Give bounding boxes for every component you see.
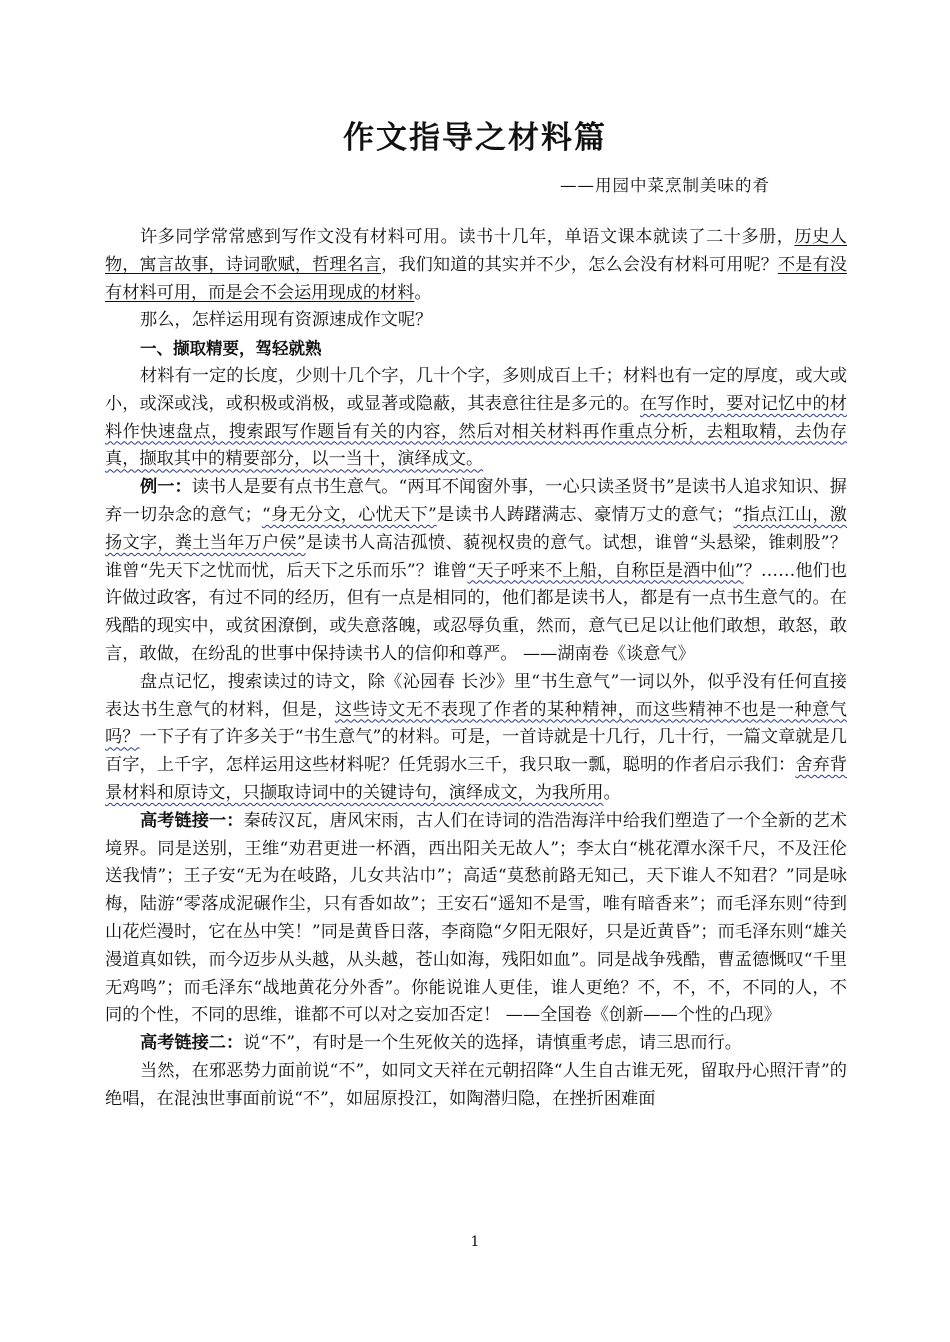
example-label: 例一： [140,477,192,498]
paragraph-exam-link-1: 高考链接一：秦砖汉瓦，唐风宋雨，古人们在诗词的浩浩海洋中给我们塑造了一个全新的艺术境界。同是送别，王维“劝君更进一杯酒，西出阳关无故人”；李太白“桃花潭水深千尺，不及汪伦送我情”；王子安“无为在岐路，儿女共沾巾”；高适“莫愁前路无知己，天下谁人不知君？”同是咏梅，陆游“零落成泥碾作尘，只有香如故”；王安石“遥知不是雪，唯有暗香来”；而毛泽东则“待到山花烂漫时，它在丛中笑！”同是黄昏日落，李商隐“夕阳无限好，只是近黄昏”；而毛泽东则“雄关漫道真如铁，而今迈步从头越，从头越，苍山如海，残阳如血”。同是战争残酷，曹孟德慨叹“千里无鸡鸣”；而毛泽东“战地黄花分外香”。你能说谁人更佳，谁人更绝？不，不，不，不同的人，不同的个性，不同的思维，谁都不可以对之妄加否定！ ——全国卷《创新——个性的凸现》 [105,810,848,1026]
paragraph-analysis: 盘点记忆，搜索读过的诗文，除《沁园春 长沙》里“书生意气”一词以外，似乎没有任何直接表达书生意气的材料，但是，这些诗文无不表现了作者的某种精神，而这些精神不也是一种意气吗？一下子有了许多关于“书生意气”的材料。可是，一首诗就是十几行，几十行，一篇文章就是几百字，上千字，怎样运用这些材料呢？任凭弱水三千，我只取一瓢，聪明的作者启示我们：舍弃背景材料和原诗文，只撷取诗词中的关键诗句，演绎成文，为我所用。 [105,671,847,803]
section-heading-1: 一、撷取精要，驾轻就熟 [140,339,322,359]
exam-link-label: 高考链接二： [140,1033,244,1054]
paragraph-exam-link-2: 高考链接二：说“不”，有时是一个生死攸关的选择，请慎重考虑，请三思而行。 [140,1033,742,1054]
document-body [105,224,847,1114]
page-number: 1 [470,1234,480,1250]
page-subtitle: ——用园中菜烹制美味的肴 [560,176,770,195]
paragraph-question: 那么，怎样运用现有资源速成作文呢？ [140,310,433,331]
paragraph-intro: 许多同学常常感到写作文没有材料可用。读书十几年，单语文课本就读了二十多册，历史人物，寓言故事，诗词歌赋，哲理名言，我们知道的其实并不少，怎么会没有材料可用呢？不是有没有材料可用，而是会不会运用现成的材料。 [105,227,847,303]
paragraph-say-no: 当然，在邪恶势力面前说“不”，如同文天祥在元朝招降“人生自古谁无死，留取丹心照汗青”的绝唱，在混浊世事面前说“不”，如屈原投江，如陶潜归隐，在挫折困难面 [105,1060,847,1109]
page-title: 作文指导之材料篇 [343,120,607,156]
exam-link-label: 高考链接一： [140,810,244,831]
paragraph-example-1: 例一：读书人是要有点书生意气。“两耳不闻窗外事，一心只读圣贤书”是读书人追求知识、摒弃一切杂念的意气；“身无分文，心忧天下”是读书人踌躇满志、豪情万丈的意气；“指点江山，激扬文字，粪土当年万户侯”是读书人高洁孤愤、藐视权贵的意气。试想，谁曾“头悬梁，锥刺股”？谁曾“先天下之忧而忧，后天下之乐而乐”？谁曾“天子呼来不上船，自称臣是酒中仙”？……他们也许做过政客，有过不同的经历，但有一点是相同的，他们都是读书人，都是有一点书生意气的。在残酷的现实中，或贫困潦倒，或失意落魄，或忍辱负重，然而，意气已足以让他们敢想，敢怒，敢言，敢做，在纷乱的世事中保持读书人的信仰和尊严。 ——湖南卷《谈意气》 [105,477,847,664]
paragraph-material: 材料有一定的长度，少则十几个字，几十个字，多则成百上千；材料也有一定的厚度，或大或小，或深或浅，或积极或消极，或显著或隐蔽，其表意往往是多元的。在写作时，要对记忆中的材料作快速盘点，搜索跟写作题旨有关的内容，然后对相关材料再作重点分析，去粗取精，去伪存真，撷取其中的精要部分，以一当十，演绎成文。 [105,365,847,470]
